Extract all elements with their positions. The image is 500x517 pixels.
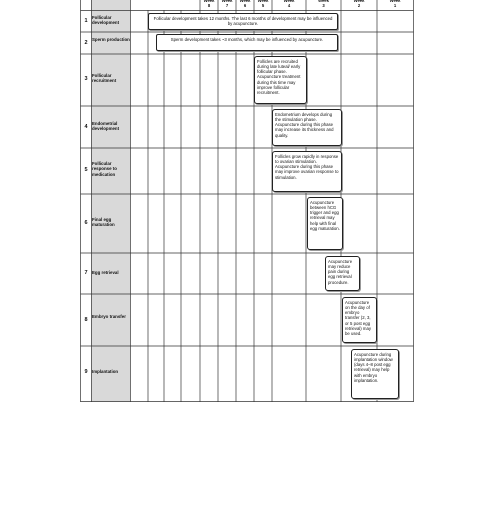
week-header-label: Week (239, 0, 251, 3)
week-header-5 (254, 0, 272, 8)
row-number: 3 (84, 76, 88, 82)
row-number: 2 (84, 40, 88, 46)
week-header-label: Week (318, 0, 329, 3)
note-sperm-production: Sperm development takes ~3 months, which may be influenced by acupuncture. (156, 34, 338, 51)
row-label-endometrial-development: Endometrial development (92, 121, 120, 132)
week-header-label: Week (203, 0, 215, 3)
week-header-label: Week (257, 0, 269, 3)
week-header-1 (377, 0, 413, 8)
week-header-number: 4 (287, 3, 291, 8)
note-egg-retrieval: Acupuncture may reduce pain during egg retrieval procedure. (325, 256, 360, 291)
row-number: 1 (84, 18, 88, 24)
row-number: 4 (84, 124, 88, 130)
note-embryo-transfer: Acupuncture on the day of embryo transfer (2, 3, or 5 post egg retrieval) may be used. (342, 297, 377, 343)
week-header-number: 6 (243, 3, 247, 8)
row-label-follicular-response: Follicular response to medication (92, 161, 117, 177)
note-final-egg-maturation: Acupuncture between hCG trigger and egg retrieval may help with final egg maturation. (307, 197, 343, 250)
week-header-number: 8 (207, 3, 211, 8)
week-header-label: Week (283, 0, 295, 3)
week-header-4 (272, 0, 306, 8)
week-header-2 (341, 0, 377, 8)
week-header-number: 7 (225, 3, 229, 8)
row-label-follicular-recruitment: Follicular recruitment (92, 73, 117, 84)
week-header-8 (200, 0, 218, 8)
row-label-embryo-transfer: Embryo transfer (92, 314, 126, 319)
note-follicular-response: Follicles grow rapidly in response to ovarian stimulation. Acupuncture during this phase may improve ovarian response to stimulation. (272, 151, 342, 192)
note-implantation: Acupuncture during implantation window (days 4–8 post egg retrieval) may help with embryo implantation. (351, 349, 399, 399)
row-label-sperm-production: Sperm production (92, 37, 130, 42)
row-label-egg-retrieval: Egg retrieval (92, 270, 119, 275)
note-follicular-recruitment: Follicles are recruited during late luteal/ early follicular phase. Acupuncture treatment during this time may improve follicular recruitment. (254, 56, 307, 104)
week-header-6 (236, 0, 254, 8)
week-header-number: 3 (322, 3, 325, 8)
row-number: 6 (84, 220, 88, 226)
week-header-7 (218, 0, 236, 8)
week-header-label: Week (353, 0, 365, 3)
week-header-number: 5 (261, 3, 265, 8)
week-header-number: 2 (357, 3, 361, 8)
row-number: 9 (84, 369, 88, 375)
note-follicular-development: Follicular development takes 12 months. The last 6 months of development may be influenced by acupuncture. (148, 13, 338, 30)
note-endometrial-development: Endometrium develops during the stimulation phase. Acupuncture during this phase may increase its thickness and quality. (272, 109, 342, 146)
week-header-number: 1 (393, 3, 397, 8)
row-number: 7 (84, 270, 88, 276)
week-header-label: Week (389, 0, 401, 3)
row-label-final-egg-maturation: Final egg maturation (92, 217, 115, 228)
row-number: 5 (84, 167, 88, 173)
row-number: 8 (84, 317, 88, 323)
label-column-shading (91, 0, 130, 402)
row-label-follicular-development: Follicular development (92, 15, 120, 26)
week-header-label: Week (221, 0, 233, 3)
row-label-implantation: Implantation (92, 369, 119, 374)
week-header-3 (306, 0, 341, 8)
